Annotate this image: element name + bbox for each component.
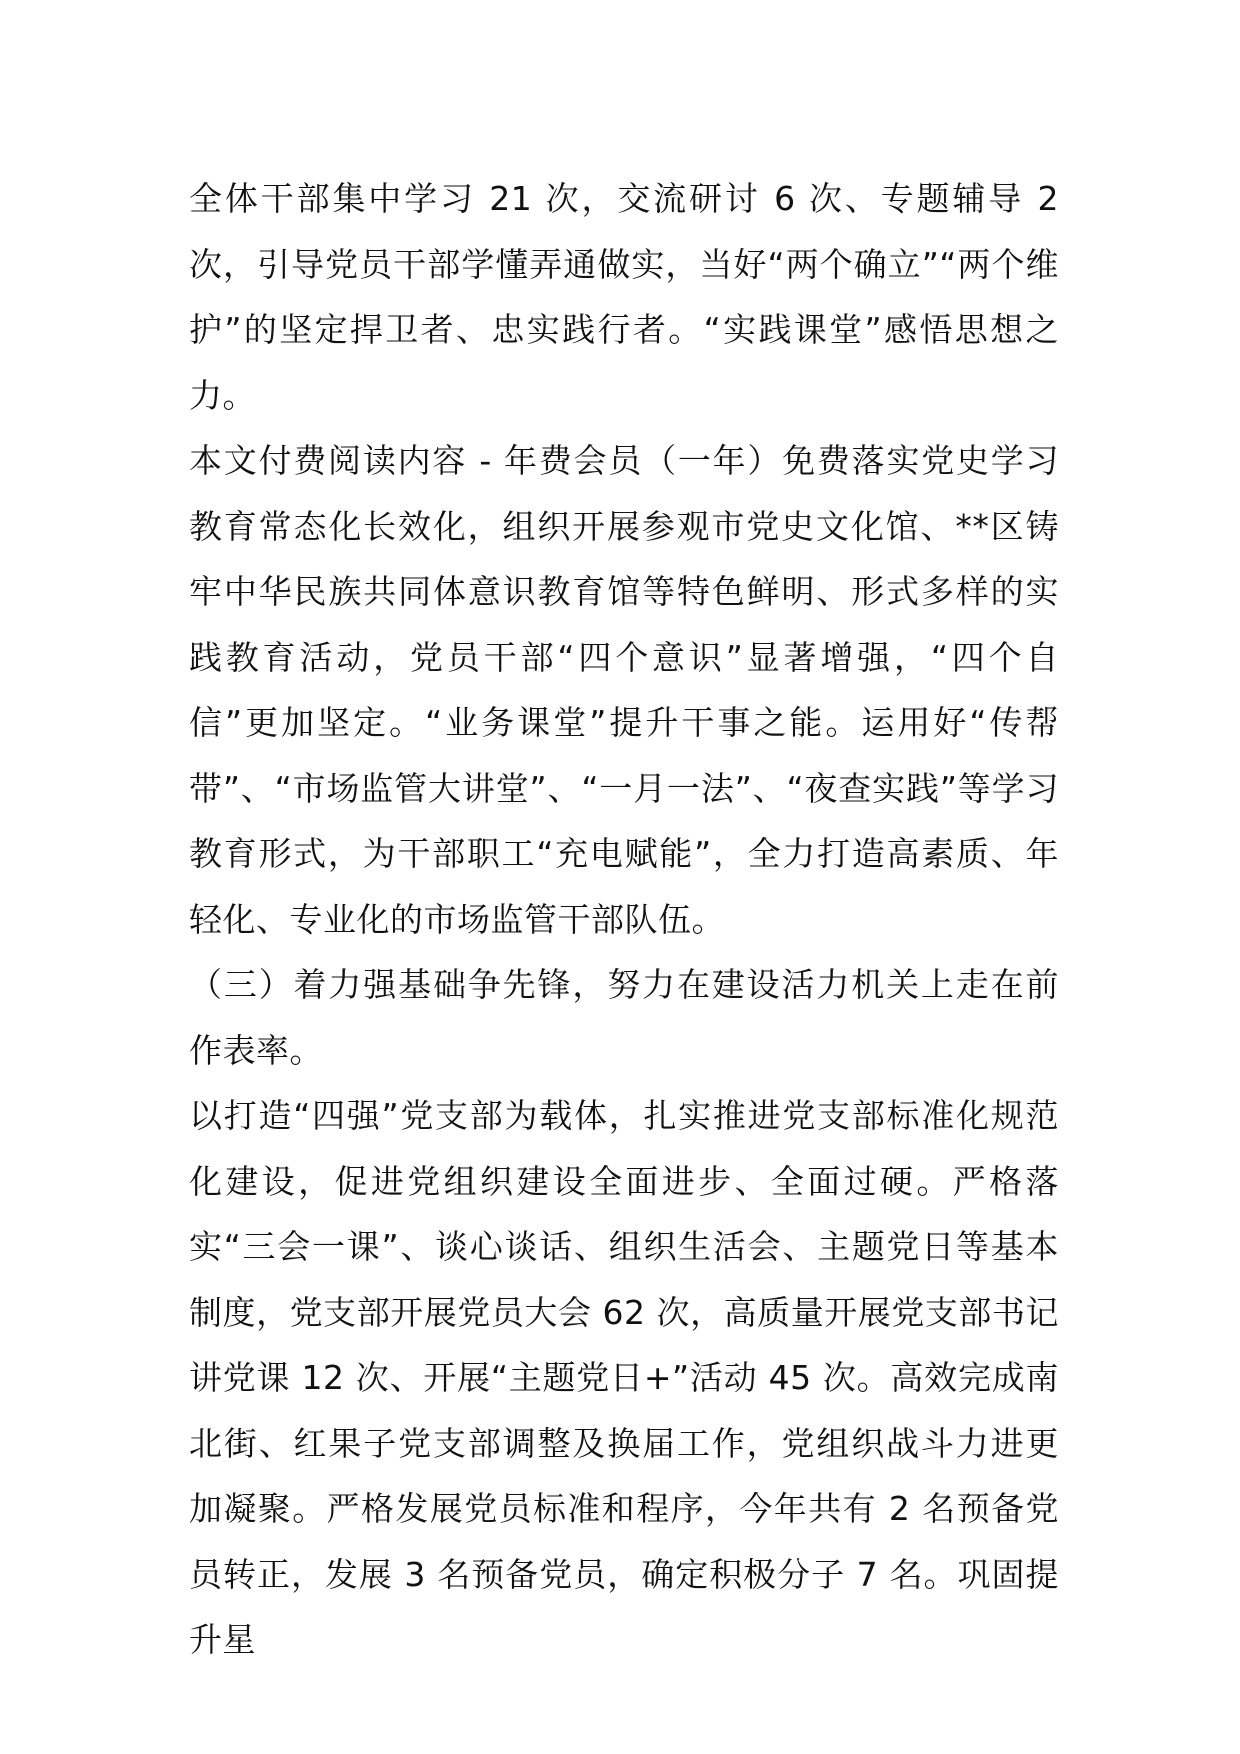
paragraph-paid-content: 本文付费阅读内容 - 年费会员（一年）免费落实党史学习教育常态化长效化，组织开展参观市党史文化馆、**区铸牢中华民族共同体意识教育馆等特色鲜明、形式多样的实践教育活动，党员干部“四个意识”显著增强，“四个自信”更加坚定。“业务课堂”提升干事之能。运用好“传帮带”、“市场监管大讲堂”、“一月一法”、“夜查实践”等学习教育形式，为干部职工“充电赋能”，全力打造高素质、年轻化、专业化的市场监管干部队伍。 <box>189 441 1059 939</box>
paragraph-party-branch: 以打造“四强”党支部为载体，扎实推进党支部标准化规范化建设，促进党组织建设全面进步、全面过硬。严格落实“三会一课”、谈心谈话、组织生活会、主题党日等基本制度，党支部开展党员大会 62 次，高质量开展党支部书记讲党课 12 次、开展“主题党日+”活动 45 次。高效完成南北街、红果子党支部调整及换届工作，党组织战斗力进更加凝聚。严格发展党员标准和程序，今年共有 2 名预备党员转正，发展 3 名预备党员，确定积极分子 7 名。巩固提升星 <box>189 1096 1059 1659</box>
document-body <box>189 166 1059 1673</box>
paragraph-study-summary: 全体干部集中学习 21 次，交流研讨 6 次、专题辅导 2 次，引导党员干部学懂弄通做实，当好“两个确立”“两个维护”的坚定捍卫者、忠实践行者。“实践课堂”感悟思想之力。 <box>189 179 1059 415</box>
section-heading-three: （三）着力强基础争先锋，努力在建设活力机关上走在前作表率。 <box>189 965 1059 1070</box>
